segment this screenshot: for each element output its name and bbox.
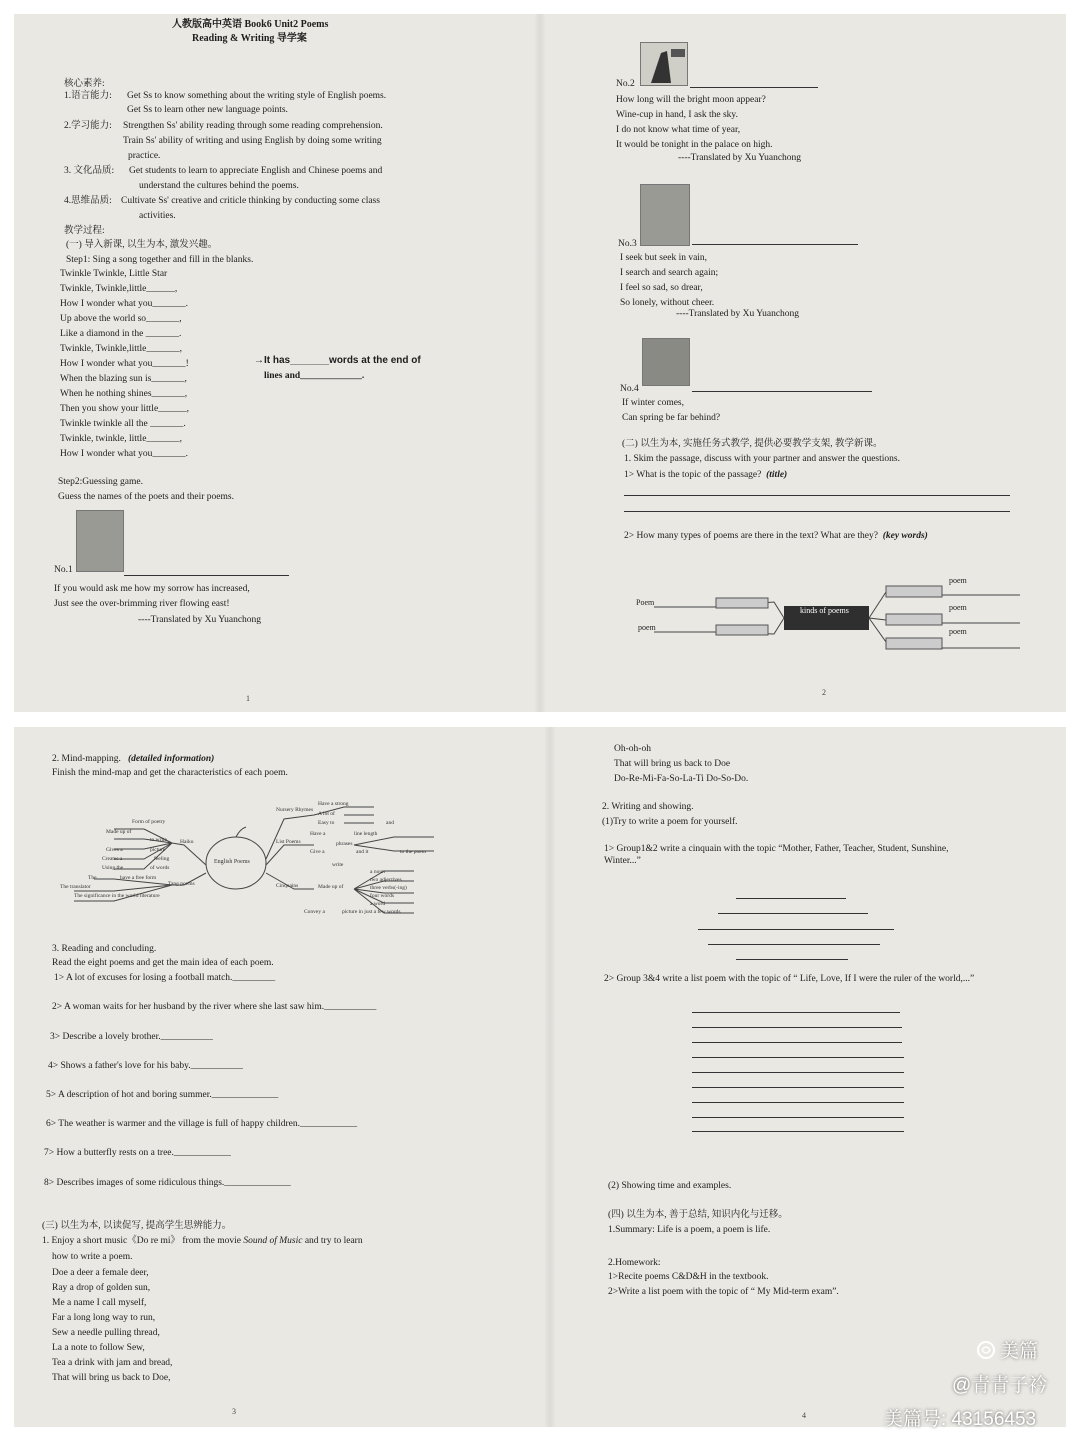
- poem-1-line-2: Just see the over-brimming river flowing east!: [54, 599, 230, 609]
- step2-heading: Step2:Guessing game.: [58, 477, 143, 487]
- poem-3-line: I seek but seek in vain,: [620, 253, 708, 263]
- list-poem-line[interactable]: [692, 1012, 900, 1013]
- node-nursery-rhymes: Nursery Rhymes: [276, 807, 314, 813]
- poem-1-credit: ----Translated by Xu Yuanchong: [138, 615, 262, 625]
- watermark-handle: @青青子衿: [952, 1375, 1048, 1396]
- lyric-line: Far a long long way to run,: [52, 1313, 156, 1323]
- leaf: line length: [354, 831, 378, 837]
- poem-2-line: Wine-cup in hand, I ask the sky.: [616, 110, 738, 120]
- rhyme-note-line-1: →It has_______words at the end of: [254, 355, 421, 366]
- poem-3-line: I feel so sad, so drear,: [620, 283, 703, 293]
- lyric-line: Ray a drop of golden sun,: [52, 1283, 151, 1293]
- enjoy-instruction-2: how to write a poem.: [52, 1252, 133, 1262]
- leaf: Creates a: [102, 856, 123, 862]
- section-4-heading: (四) 以生为本, 善于总结, 知识内化与迁移。: [608, 1210, 788, 1220]
- poem-2-text: [616, 94, 772, 154]
- poet-portrait-3: [640, 184, 690, 246]
- question-1-text: 1> What is the topic of the passage?: [624, 470, 762, 480]
- skim-instruction: 1. Skim the passage, discuss with your partner and answer the questions.: [624, 454, 900, 464]
- process-heading: 教学过程:: [64, 226, 105, 236]
- map-center-label: kinds of poems: [800, 606, 849, 615]
- poem-2-line: I do not know what time of year,: [616, 125, 741, 135]
- reading-item: 8> Describes images of some ridiculous things.______________: [44, 1178, 291, 1188]
- poem-2-credit: ----Translated by Xu Yuanchong: [678, 153, 802, 163]
- leaf: The significance in the world literature: [74, 893, 160, 899]
- poem-2-line: How long will the bright moon appear?: [616, 95, 766, 105]
- question-1-answer-line-1[interactable]: [624, 495, 1010, 496]
- leaf: picture: [150, 847, 166, 853]
- lyric-line: Doe a deer a female deer,: [52, 1268, 149, 1278]
- list-poem-line[interactable]: [692, 1042, 902, 1043]
- lyric-line: Tea a drink with jam and bread,: [52, 1358, 173, 1368]
- reading-item: 1> A lot of excuses for losing a football match._________: [54, 973, 276, 983]
- lyric-line: Me a name I call myself,: [52, 1298, 147, 1308]
- poem-2-label: No.2: [616, 79, 635, 89]
- page-number: 2: [822, 688, 826, 697]
- mind-map-center: English Poems: [214, 859, 250, 865]
- node-haiku: Haiku: [180, 839, 194, 845]
- step1-instruction: Step1: Sing a song together and fill in the blanks.: [66, 255, 254, 265]
- map-right-label-1: poem: [949, 576, 967, 585]
- reading-item: 5> A description of hot and boring summer.______________: [46, 1090, 279, 1100]
- page-fold: [534, 14, 546, 712]
- core-heading: 核心素养:: [64, 79, 105, 89]
- leaf: a word: [370, 901, 386, 907]
- reading-item: 2> A woman waits for her husband by the river where she last saw him.___________: [52, 1002, 377, 1012]
- core-item-2-label: 2.学习能力:: [64, 121, 112, 131]
- song-line: How I wonder what you_______!: [60, 359, 189, 369]
- cinquain-line-4[interactable]: [708, 944, 880, 945]
- cinquain-line-5[interactable]: [736, 959, 848, 960]
- poem-3-answer-line[interactable]: [692, 244, 858, 245]
- reading-instruction: Read the eight poems and get the main idea of each poem.: [52, 958, 274, 968]
- rhyme-note-line-2: lines and_____________.: [264, 371, 365, 381]
- song-line: Twinkle, Twinkle,little_______,: [60, 344, 182, 354]
- lyric-line: La a note to follow Sew,: [52, 1343, 145, 1353]
- core-item-3-line-2: understand the cultures behind the poems.: [139, 181, 299, 191]
- leaf: The: [88, 875, 97, 881]
- step2-instruction: Guess the names of the poets and their poems.: [58, 492, 234, 502]
- cinquain-line-3[interactable]: [698, 929, 894, 930]
- poem-3-text: [620, 252, 718, 312]
- watermark-logo-text: 美篇: [1000, 1341, 1039, 1362]
- leaf: feeling: [154, 856, 170, 862]
- watermark-logo: [976, 1336, 1038, 1363]
- reading-item: 3> Describe a lovely brother.___________: [50, 1032, 213, 1042]
- leaf: Give a: [310, 849, 325, 855]
- node-list-poems: List Poems: [276, 839, 301, 845]
- list-poem-line[interactable]: [692, 1057, 904, 1058]
- leaf: picture in just a few words: [342, 909, 401, 915]
- song-line: When the blazing sun is_______,: [60, 374, 187, 384]
- core-item-3-label: 3. 文化品质:: [64, 166, 115, 176]
- lyric-line: Do-Re-Mi-Fa-So-La-Ti Do-So-Do.: [614, 774, 749, 784]
- poet-portrait-1: [76, 510, 124, 572]
- poem-4-answer-line[interactable]: [692, 391, 872, 392]
- reading-heading: 3. Reading and concluding.: [52, 944, 157, 954]
- poem-4-label: No.4: [620, 384, 639, 394]
- cinquain-line-2[interactable]: [718, 913, 868, 914]
- doc-subtitle: Reading & Writing 导学案: [192, 33, 307, 44]
- poem-3-label: No.3: [618, 239, 637, 249]
- map-right-label-3: poem: [949, 627, 967, 636]
- leaf: The translator: [60, 884, 91, 890]
- question-2-text: 2> How many types of poems are there in the text? What are they?: [624, 531, 878, 541]
- song-line: Twinkle Twinkle, Little Star: [60, 269, 168, 279]
- leaf: Convey a: [304, 909, 325, 915]
- lyric-line: That will bring us back to Doe: [614, 759, 731, 769]
- question-2-hint: (key words): [882, 531, 928, 541]
- poem-1-label: No.1: [54, 565, 73, 575]
- list-poem-line[interactable]: [692, 1102, 904, 1103]
- node-tang-poems: Tang poems: [168, 881, 195, 887]
- question-2: [624, 530, 928, 542]
- mind-map-heading: [52, 753, 214, 765]
- group-3-4-task: 2> Group 3&4 write a list poem with the topic of “ Life, Love, If I were the ruler of the world,...”: [604, 974, 975, 984]
- map-left-label-2: poem: [638, 623, 656, 632]
- summary: 1.Summary: Life is a poem, a poem is life.: [608, 1225, 771, 1235]
- poem-1-line-1: If you would ask me how my sorrow has increased,: [54, 584, 250, 594]
- list-poem-line[interactable]: [692, 1087, 904, 1088]
- leaf: two adjectives: [370, 877, 402, 883]
- node-cinquains: Cinquains: [276, 883, 299, 889]
- lyric-line: Oh-oh-oh: [614, 744, 651, 754]
- leaf: four words: [370, 893, 394, 899]
- section-1-heading: (一) 导入新课, 以生为本, 激发兴趣。: [66, 240, 218, 250]
- watermark-id: 美篇号: 43156453: [884, 1409, 1037, 1430]
- cinquain-line-1[interactable]: [736, 898, 846, 899]
- core-item-2-line-3: practice.: [128, 151, 161, 161]
- homework-item-1: 1>Recite poems C&D&H in the textbook.: [608, 1272, 769, 1282]
- map-right-label-2: poem: [949, 603, 967, 612]
- section-2-heading: (二) 以生为本, 实施任务式教学, 提供必要教学支架, 教学新课。: [622, 439, 883, 449]
- core-item-4-line-1: Cultivate Ss' creative and criticle thinking by conducting some class: [121, 196, 380, 206]
- leaf: three verbs(-ing): [370, 885, 407, 891]
- song-line: How I wonder what you_______.: [60, 299, 188, 309]
- leaf: Made up of: [318, 884, 344, 890]
- movie-title: Sound of Music: [243, 1236, 303, 1246]
- song-line: Like a diamond in the _______.: [60, 329, 182, 339]
- poet-portrait-2: [640, 42, 688, 86]
- meipian-logo-icon: [976, 1340, 996, 1360]
- poem-4-line-1: If winter comes,: [622, 398, 684, 408]
- sheet-pages-3-4: [14, 727, 1066, 1427]
- poem-3-line: I search and search again;: [620, 268, 719, 278]
- do-re-mi-lyrics: [52, 1267, 172, 1387]
- list-poem-line[interactable]: [692, 1072, 904, 1073]
- leaf: Made up of: [106, 829, 132, 835]
- leaf: and it: [356, 849, 369, 855]
- core-item-4-label: 4.思维品质:: [64, 196, 112, 206]
- leaf: a noun: [370, 869, 385, 875]
- core-item-1-line-1: Get Ss to know something about the writing style of English poems.: [127, 91, 387, 101]
- leaf: Have a strong: [318, 801, 349, 807]
- leaf: to write: [150, 837, 167, 843]
- page-number: 3: [232, 1407, 236, 1416]
- writing-subheading: (1)Try to write a poem for yourself.: [602, 817, 738, 827]
- poem-3-credit: ----Translated by Xu Yuanchong: [676, 309, 800, 319]
- writing-heading: 2. Writing and showing.: [602, 802, 694, 812]
- core-item-3-line-1: Get students to learn to appreciate English and Chinese poems and: [129, 166, 383, 176]
- lyric-line: That will bring us back to Doe,: [52, 1373, 171, 1383]
- leaf: have a free form: [120, 875, 157, 881]
- poem-4-line-2: Can spring be far behind?: [622, 413, 721, 423]
- mind-map-instruction: Finish the mind-map and get the characteristics of each poem.: [52, 768, 288, 778]
- song-line: Twinkle twinkle all the _______.: [60, 419, 186, 429]
- homework-heading: 2.Homework:: [608, 1258, 661, 1268]
- reading-item: 4> Shows a father's love for his baby.___________: [48, 1061, 243, 1071]
- enjoy-text-2: and try to learn: [302, 1236, 363, 1246]
- leaf: write: [332, 862, 344, 868]
- core-item-2-line-1: Strengthen Ss' ability reading through some reading comprehension.: [123, 121, 383, 131]
- list-poem-line[interactable]: [692, 1131, 904, 1132]
- map-left-label-1: Poem: [636, 598, 655, 607]
- core-item-2-line-2: Train Ss' ability of writing and using English by doing some writing: [123, 136, 382, 146]
- core-item-4-line-2: activities.: [139, 211, 176, 221]
- mind-map-hint: (detailed information): [128, 754, 215, 764]
- poem-2-line: It would be tonight in the palace on high.: [616, 140, 773, 150]
- leaf: of words: [150, 865, 170, 871]
- homework-item-2: 2>Write a list poem with the topic of “ My Mid-term exam”.: [608, 1287, 839, 1297]
- question-1: [624, 469, 787, 481]
- leaf: to the poem: [400, 849, 426, 855]
- poet-figure-icon: [641, 43, 689, 87]
- leaf: Form of poetry: [132, 819, 166, 825]
- song-line: Twinkle, twinkle, little_______,: [60, 434, 183, 444]
- lyrics-continued: [614, 743, 748, 788]
- group-1-2-task: 1> Group1&2 write a cinquain with the topic “Mother, Father, Teacher, Student, Sunshine, Winter...”: [604, 844, 949, 867]
- list-poem-line[interactable]: [692, 1117, 904, 1118]
- song-lyrics: [60, 268, 189, 463]
- doc-title: 人教版高中英语 Book6 Unit2 Poems: [172, 19, 329, 30]
- leaf: Have a: [310, 831, 326, 837]
- song-line: Up above the world so_______,: [60, 314, 182, 324]
- leaf: Gives a: [106, 847, 123, 853]
- page-number: 4: [802, 1411, 806, 1420]
- poem-1-answer-line[interactable]: [124, 575, 289, 576]
- song-line: Then you show your little______,: [60, 404, 190, 414]
- question-1-hint: (title): [766, 470, 788, 480]
- list-poem-line[interactable]: [692, 1027, 902, 1028]
- sheet-pages-1-2: [14, 14, 1066, 712]
- lyric-line: Sew a needle pulling thread,: [52, 1328, 160, 1338]
- core-item-1-line-2: Get Ss to learn other new language points.: [127, 105, 288, 115]
- leaf: A lot of: [318, 811, 335, 817]
- leaf: Easy to: [318, 820, 335, 826]
- core-item-1-label: 1.语言能力:: [64, 91, 112, 101]
- song-line: How I wonder what you_______.: [60, 449, 188, 459]
- mind-map-title: 2. Mind-mapping.: [52, 754, 121, 764]
- enjoy-instruction: [42, 1235, 363, 1247]
- poem-2-answer-line[interactable]: [690, 87, 818, 88]
- showing-time: (2) Showing time and examples.: [608, 1181, 732, 1191]
- poet-portrait-4: [642, 338, 690, 386]
- page-number: 1: [246, 694, 250, 703]
- reading-item: 6> The weather is warmer and the village is full of happy children.____________: [46, 1119, 357, 1129]
- song-line: When he nothing shines_______,: [60, 389, 188, 399]
- question-1-answer-line-2[interactable]: [624, 511, 1010, 512]
- leaf: Using the: [102, 865, 124, 871]
- poem-3-line: So lonely, without cheer.: [620, 298, 715, 308]
- enjoy-text-1: 1. Enjoy a short music《Do re mi》 from the movie: [42, 1236, 244, 1246]
- leaf: and: [386, 820, 394, 826]
- leaf: phrases: [336, 841, 353, 847]
- song-line: Twinkle, Twinkle,little______,: [60, 284, 178, 294]
- reading-item: 7> How a butterfly rests on a tree.____________: [44, 1148, 231, 1158]
- section-3-heading: (三) 以生为本, 以读促写, 提高学生思辨能力。: [42, 1221, 232, 1231]
- page-fold: [544, 727, 556, 1427]
